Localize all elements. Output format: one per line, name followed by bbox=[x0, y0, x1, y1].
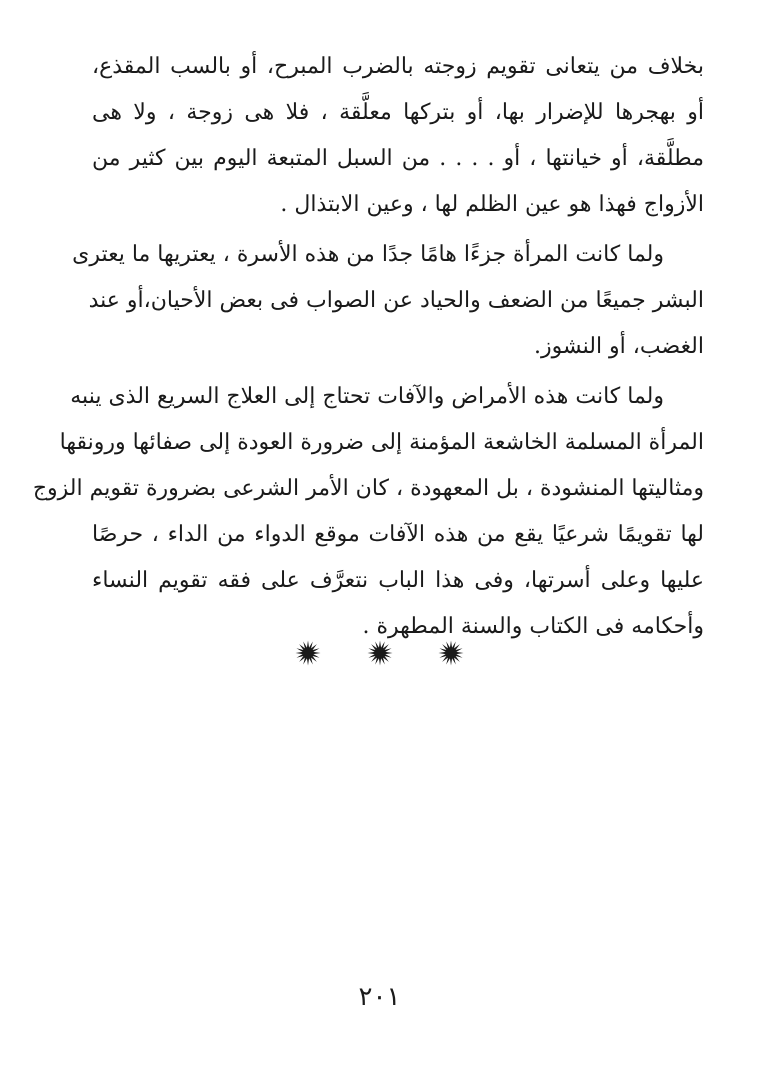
text-line: بخلاف من يتعانى تقويم زوجته بالضرب المبرح، أو بالسب المقذع، bbox=[92, 54, 704, 79]
eight-point-star-icon bbox=[367, 640, 393, 666]
page-number: ٢٠١ bbox=[358, 982, 401, 1012]
text-line: الأزواج فهذا هو عين الظلم لها ، وعين الابتذال . bbox=[280, 192, 704, 217]
text-line: مطلَّقة، أو خيانتها ، أو . . . . من السبل المتبعة اليوم بين كثير من bbox=[92, 146, 704, 171]
text-line: الغضب، أو النشوز. bbox=[534, 334, 704, 359]
eight-point-star-icon bbox=[438, 640, 464, 666]
paragraph-3 bbox=[32, 374, 704, 650]
text-line: لها تقويمًا شرعيًا يقع من هذه الآفات موقع الدواء من الداء ، حرصًا bbox=[92, 522, 704, 547]
eight-point-star-icon bbox=[295, 640, 321, 666]
paragraph-2 bbox=[72, 232, 704, 370]
body-text bbox=[32, 44, 704, 650]
text-line: المرأة المسلمة الخاشعة المؤمنة إلى ضرورة العودة إلى صفائها ورونقها bbox=[59, 430, 704, 455]
text-line: ولما كانت المرأة جزءًا هامًا جدًا من هذه الأسرة ، يعتريها ما يعترى bbox=[72, 242, 664, 267]
paragraph-1 bbox=[92, 44, 704, 228]
text-line: البشر جميعًا من الضعف والحياد عن الصواب فى بعض الأحيان،أو عند bbox=[88, 288, 704, 313]
text-line: أو بهجرها للإضرار بها، أو بتركها معلَّقة ، فلا هى زوجة ، ولا هى bbox=[92, 100, 704, 125]
text-line: وأحكامه فى الكتاب والسنة المطهرة . bbox=[362, 614, 704, 639]
text-line: ومثاليتها المنشودة ، بل المعهودة ، كان الأمر الشرعى بضرورة تقويم الزوج bbox=[32, 476, 704, 501]
section-ornaments bbox=[0, 640, 759, 670]
text-line: ولما كانت هذه الأمراض والآفات تحتاج إلى العلاج السريع الذى ينبه bbox=[70, 384, 664, 409]
text-line: عليها وعلى أسرتها، وفى هذا الباب نتعرَّف على فقه تقويم النساء bbox=[92, 568, 704, 593]
